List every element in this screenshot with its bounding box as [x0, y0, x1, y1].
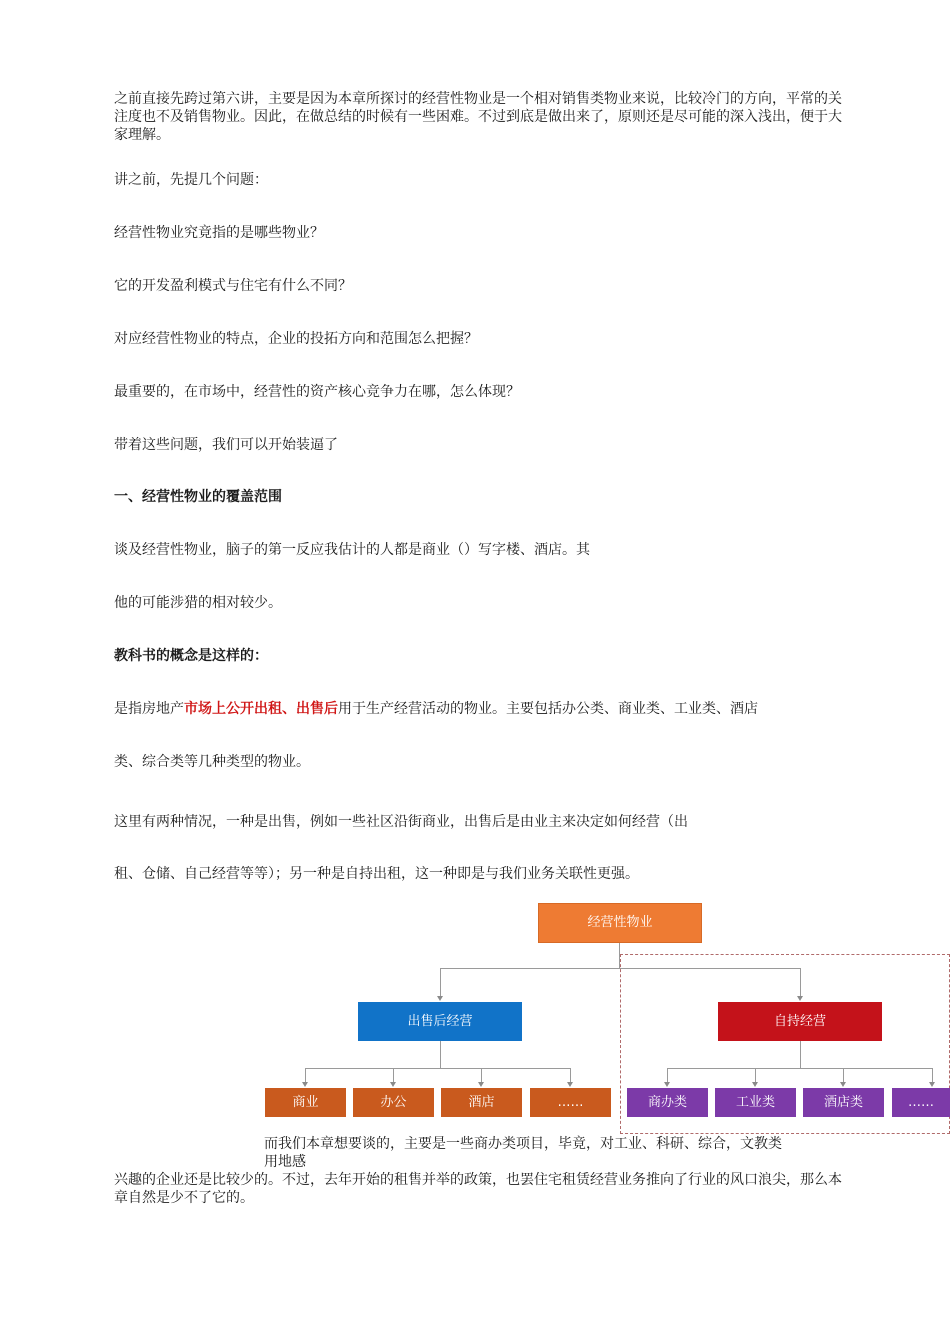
connector	[932, 1068, 933, 1082]
question-4: 最重要的，在市场中，经营性的资产核心竞争力在哪，怎么体现？	[114, 384, 520, 400]
sold-branch-node: 出售后经营	[358, 1002, 522, 1041]
after-chart-line-1: 而我们本章想要谈的，主要是一些商办类项目，毕竟，对工业、科研、综合，文教类	[264, 1136, 782, 1152]
two-cases-line-2: 租、仓储、自己经营等等）；另一种是自持出租，这一种即是与我们业务关联性更强。	[114, 866, 639, 882]
question-3: 对应经营性物业的特点，企业的投拓方向和范围怎么把握？	[114, 331, 478, 347]
connector	[800, 968, 801, 996]
section-heading: 一、经营性物业的覆盖范围	[114, 489, 282, 505]
arrow-icon	[437, 996, 443, 1001]
arrow-icon	[478, 1082, 484, 1087]
connector	[393, 1068, 394, 1082]
closing-paragraph: 兴趣的企业还是比较少的。不过，去年开始的租售并举的政策，也罢住宅租赁经营业务推向了行业的风口浪尖，那么本章自然是少不了它的。	[114, 1172, 842, 1206]
definition-suffix: 用于生产经营活动的物业。主要包括办公类、商业类、工业类、酒店	[338, 701, 758, 717]
sold-child-node: ……	[530, 1088, 611, 1117]
arrow-icon	[752, 1082, 758, 1087]
connector	[305, 1068, 306, 1082]
questions-outro: 带着这些问题，我们可以开始装逼了	[114, 437, 338, 453]
connector	[570, 1068, 571, 1082]
intro-paragraph: 之前直接先跨过第六讲，主要是因为本章所探讨的经营性物业是一个相对销售类物业来说，比较冷门的方向，平常的关注度也不及销售物业。因此，在做总结的时候有一些困难。不过到底是做出来了，原则还是尽可能的深入浅出，便于大家理解。	[114, 91, 842, 143]
connector	[440, 968, 800, 969]
held-branch-node: 自持经营	[718, 1002, 882, 1041]
connector	[800, 1040, 801, 1068]
question-1: 经营性物业究竟指的是哪些物业？	[114, 225, 324, 241]
arrow-icon	[390, 1082, 396, 1087]
connector	[755, 1068, 756, 1082]
scope-line-1: 谈及经营性物业，脑子的第一反应我估计的人都是商业（）写字楼、酒店。其	[114, 542, 590, 558]
definition-prefix: 是指房地产	[114, 701, 184, 717]
held-child-node: 酒店类	[803, 1088, 884, 1117]
definition-highlight: 市场上公开出租、出售后	[184, 701, 338, 717]
arrow-icon	[797, 996, 803, 1001]
connector	[305, 1068, 570, 1069]
sold-child-node: 酒店	[441, 1088, 522, 1117]
two-cases-line-1: 这里有两种情况，一种是出售，例如一些社区沿街商业，出售后是由业主来决定如何经营（出	[114, 814, 688, 830]
connector	[440, 968, 441, 996]
connector	[619, 942, 620, 969]
arrow-icon	[302, 1082, 308, 1087]
textbook-heading: 教科书的概念是这样的：	[114, 648, 268, 664]
definition-line-2: 类、综合类等几种类型的物业。	[114, 754, 310, 770]
held-child-node: 商办类	[627, 1088, 708, 1117]
arrow-icon	[840, 1082, 846, 1087]
question-2: 它的开发盈利模式与住宅有什么不同？	[114, 278, 352, 294]
after-chart-line-2: 用地感	[264, 1154, 306, 1170]
definition-line-1	[114, 700, 854, 718]
connector	[667, 1068, 932, 1069]
sold-child-node: 办公	[353, 1088, 434, 1117]
arrow-icon	[929, 1082, 935, 1087]
sold-child-node: 商业	[265, 1088, 346, 1117]
connector	[843, 1068, 844, 1082]
connector	[440, 1040, 441, 1068]
held-child-node: 工业类	[715, 1088, 796, 1117]
connector	[481, 1068, 482, 1082]
connector	[667, 1068, 668, 1082]
scope-line-2: 他的可能涉猎的相对较少。	[114, 595, 282, 611]
arrow-icon	[567, 1082, 573, 1087]
questions-intro: 讲之前，先提几个问题：	[114, 172, 268, 188]
root-node: 经营性物业	[538, 903, 702, 943]
held-child-node: ……	[892, 1088, 950, 1117]
arrow-icon	[664, 1082, 670, 1087]
